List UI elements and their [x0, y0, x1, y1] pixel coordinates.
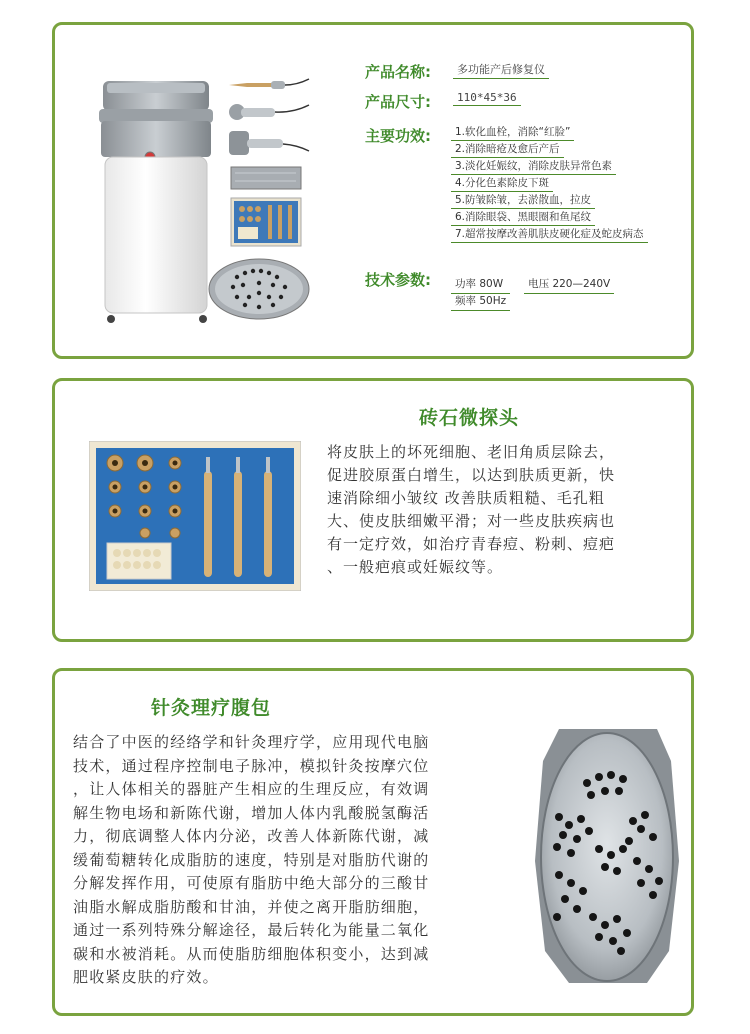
- function-item: 2.消除暗疮及愈后产后: [451, 142, 564, 158]
- spec-functions-label: 主要功效:: [365, 127, 431, 145]
- spec-size-label: 产品尺寸:: [365, 93, 431, 111]
- machine-image: [93, 73, 223, 328]
- spec-size-row: [365, 91, 521, 112]
- belt-thumb-image: [207, 257, 311, 321]
- function-item: 5.防皱除皱，去淤散血，拉皮: [451, 193, 595, 209]
- params-grid: [451, 277, 614, 311]
- spec-params-label: 技术参数:: [365, 271, 431, 289]
- text-line: 解生物电场和新陈代谢，增加人体内乳酸脱氢酶活: [73, 803, 430, 822]
- function-item: 6.消除眼袋、黑眼圈和鱼尾纹: [451, 210, 595, 226]
- text-line: 大、使皮肤细嫩平滑；对一些皮肤疾病也: [327, 512, 616, 530]
- text-line: 有一定疗效，如治疗青春痘、粉刺、痘疤: [327, 535, 616, 553]
- spec-name-row: [365, 61, 549, 82]
- handpiece-3-image: [227, 129, 311, 159]
- text-line: 力，彻底调整人体内分泌，改善人体新陈代谢，减: [73, 827, 430, 845]
- text-line: ，让人体相关的器脏产生相应的生理反应，有效调: [73, 780, 430, 798]
- text-line: 碳和水被消耗。从而使脂肪细胞体积变小，达到减: [73, 944, 430, 963]
- text-line: 结合了中医的经络学和针灸理疗学，应用现代电脑: [73, 733, 430, 751]
- param-frequency: 频率 50Hz: [451, 294, 510, 311]
- belt-title: 针灸理疗腹包: [151, 697, 272, 719]
- spec-functions-row: [365, 125, 648, 244]
- belt-description: [73, 731, 429, 990]
- probe-title: 砖石微探头: [419, 407, 520, 429]
- spec-name-label: 产品名称:: [365, 63, 431, 81]
- function-item: 4.分化色素除皮下斑: [451, 176, 553, 192]
- belt-panel: [52, 668, 694, 1016]
- spec-params-row: [365, 269, 614, 311]
- probe-box-thumb-image: [230, 197, 302, 247]
- probe-panel: [52, 378, 694, 642]
- text-line: 油脂水解成脂肪酸和甘油，并使之离开脂肪细胞，: [73, 897, 430, 916]
- spec-size-value: 110*45*36: [453, 91, 521, 106]
- metal-plate-image: [230, 165, 302, 191]
- text-line: 分解发挥作用，可使原有脂肪中绝大部分的三酸甘: [73, 874, 430, 892]
- handpiece-1-image: [227, 75, 311, 95]
- probe-box-image: [89, 441, 301, 591]
- probe-description: [327, 441, 615, 579]
- text-line: 肥收紧皮肤的疗效。: [73, 968, 219, 986]
- belt-image: [529, 721, 687, 993]
- text-line: 技术，通过程序控制电子脉冲，模拟针灸按摩穴位: [73, 756, 430, 775]
- functions-list: [451, 125, 648, 244]
- text-line: 速消除细小皱纹 改善肤质粗糙、毛孔粗: [327, 489, 605, 507]
- text-line: 将皮肤上的坏死细胞、老旧角质层除去，: [327, 443, 616, 461]
- param-voltage: 电压 220—240V: [524, 277, 614, 294]
- spec-name-value: 多功能产后修复仪: [453, 61, 549, 79]
- function-item: 7.超常按摩改善肌肤皮硬化症及蛇皮病态: [451, 227, 648, 243]
- text-line: 、一般疤痕或妊娠纹等。: [327, 558, 504, 576]
- text-line: 通过一系列特殊分解途径，最后转化为能量二氧化: [73, 921, 430, 939]
- param-power: 功率 80W: [451, 277, 510, 294]
- text-line: 促进胶原蛋白增生，以达到肤质更新，快: [327, 466, 616, 484]
- function-item: 1.软化血栓，消除“红脸”: [451, 125, 574, 141]
- handpiece-2-image: [227, 99, 311, 125]
- function-item: 3.淡化妊娠纹，消除皮肤异常色素: [451, 159, 616, 175]
- text-line: 缓葡萄糖转化成脂肪的速度，特别是对脂肪代谢的: [73, 850, 430, 869]
- product-info-panel: [52, 22, 694, 359]
